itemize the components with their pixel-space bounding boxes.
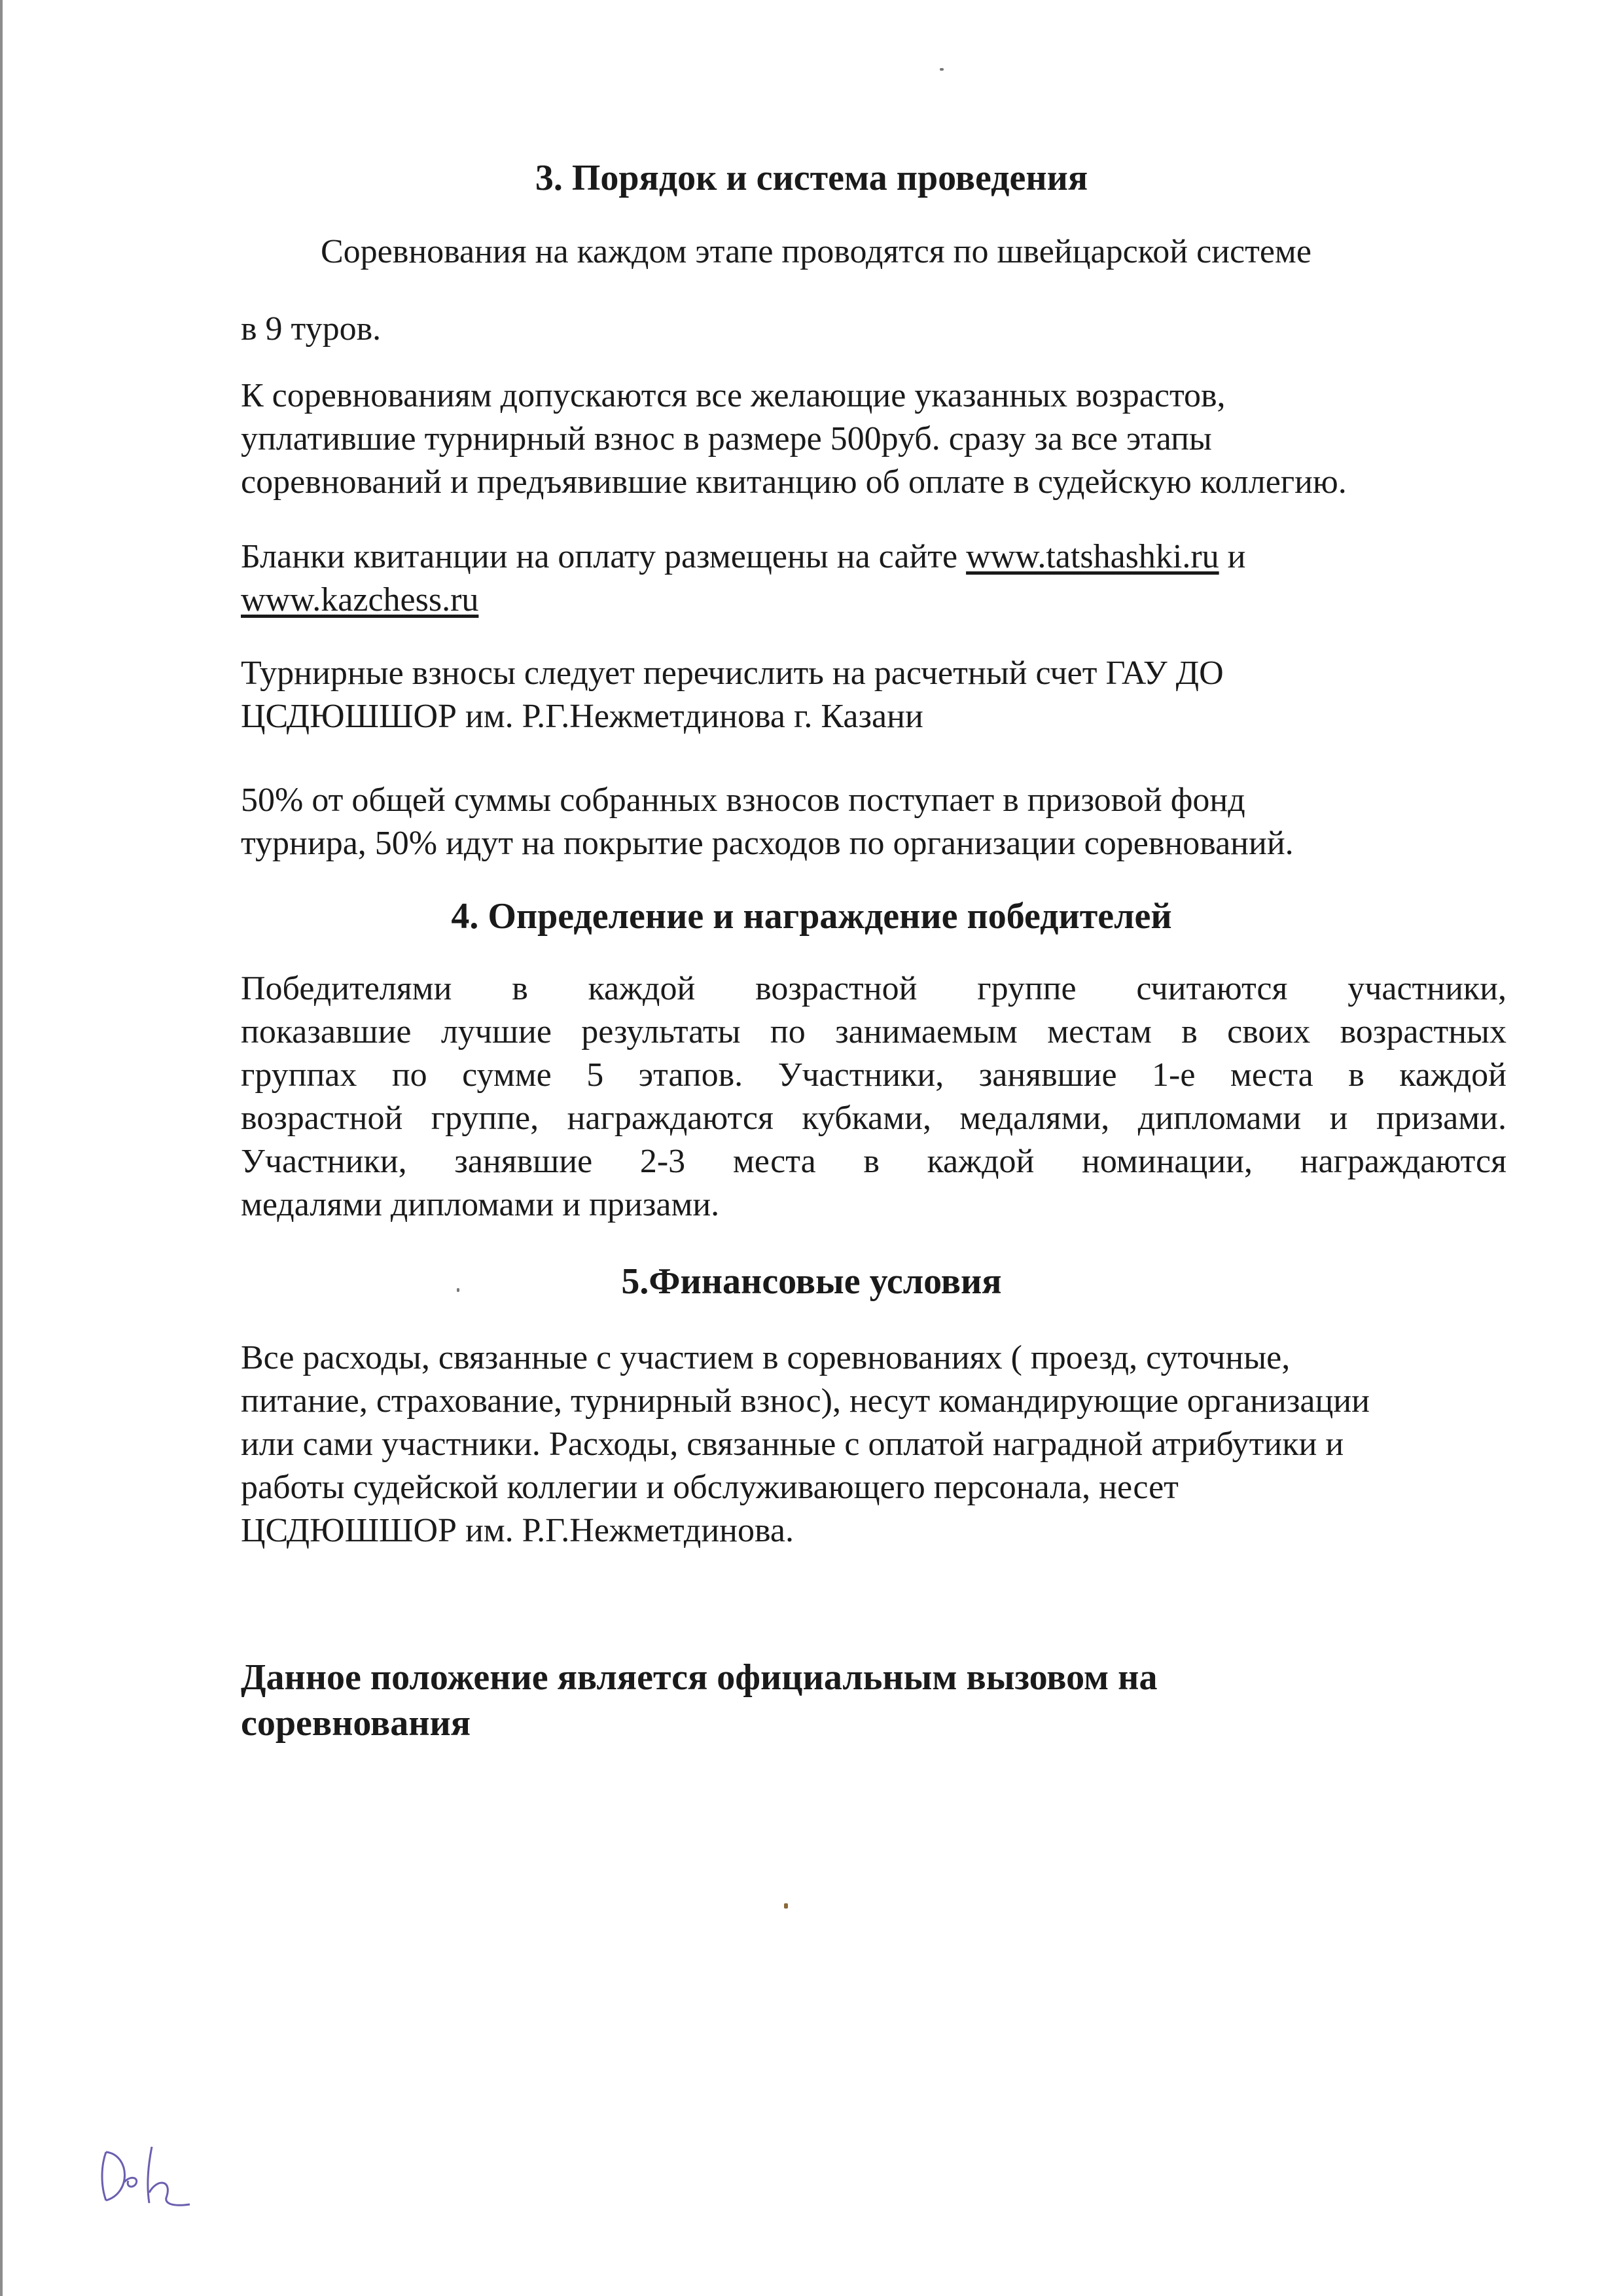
and-text: и xyxy=(1219,538,1246,575)
section-5-line: или сами участники. Расходы, связанные с оплатой наградной атрибутики и xyxy=(241,1426,1344,1463)
section-4-line: Победителями в каждой возрастной группе считаются участники, xyxy=(241,970,1507,1007)
section-3-p2-line2: уплатившие турнирный взнос в размере 500руб. сразу за все этапы xyxy=(241,420,1212,457)
section-5-line: питание, страхование, турнирный взнос), несут командирующие организации xyxy=(241,1382,1370,1420)
section-4-line: возрастной группе, награждаются кубками, медалями, дипломами и призами. xyxy=(241,1100,1507,1137)
section-5-line: Все расходы, связанные с участием в соревнованиях ( проезд, суточные, xyxy=(241,1339,1291,1376)
signature-initials-icon xyxy=(92,2140,203,2212)
section-3-p2-line1: К соревнованиям допускаются все желающие указанных возрастов, xyxy=(241,377,1226,414)
section-4-line: медалями дипломами и призами. xyxy=(241,1186,720,1223)
section-3-p3-line2 xyxy=(241,579,478,622)
kazchess-link[interactable]: www.kazchess.ru xyxy=(241,581,479,619)
section-4-line: Участники, занявшие 2-3 места в каждой номинации, награждаются xyxy=(241,1143,1507,1180)
section-4-heading: 4. Определение и награждение победителей xyxy=(451,896,1172,937)
closing-line2: соревнования xyxy=(241,1703,471,1744)
section-3-p4-line2: ЦСДЮШШОР им. Р.Г.Нежметдинова г. Казани xyxy=(241,698,923,735)
section-5-heading: 5.Финансовые условия xyxy=(621,1261,1002,1302)
closing-line1: Данное положение является официальным вызовом на xyxy=(241,1657,1158,1698)
section-3-heading: 3. Порядок и система проведения xyxy=(535,158,1088,198)
scan-speck xyxy=(457,1288,459,1292)
section-3-p1-line2: в 9 туров. xyxy=(241,310,382,348)
section-3-p5-line2: турнира, 50% идут на покрытие расходов по организации соревнований. xyxy=(241,825,1294,862)
section-4-line: показавшие лучшие результаты по занимаемым местам в своих возрастных xyxy=(241,1013,1507,1050)
tatshashki-link[interactable]: www.tatshashki.ru xyxy=(966,538,1219,575)
section-3-p2-line3: соревнований и предъявившие квитанцию об оплате в судейскую коллегию. xyxy=(241,463,1347,501)
scan-speck xyxy=(940,68,944,71)
section-3-p3-line1 xyxy=(241,535,1245,579)
section-4-line: группах по сумме 5 этапов. Участники, занявшие 1-е места в каждой xyxy=(241,1056,1507,1094)
section-3-p1-line1: Соревнования на каждом этапе проводятся по швейцарской системе xyxy=(321,233,1311,270)
section-5-line: работы судейской коллегии и обслуживающего персонала, несет xyxy=(241,1469,1179,1506)
section-3-p5-line1: 50% от общей суммы собранных взносов поступает в призовой фонд xyxy=(241,781,1245,819)
section-3-p4-line1: Турнирные взносы следует перечислить на расчетный счет ГАУ ДО xyxy=(241,655,1224,692)
receipt-text: Бланки квитанции на оплату размещены на сайте xyxy=(241,538,967,575)
scan-speck xyxy=(784,1903,788,1909)
section-5-line: ЦСДЮШШОР им. Р.Г.Нежметдинова. xyxy=(241,1512,794,1549)
